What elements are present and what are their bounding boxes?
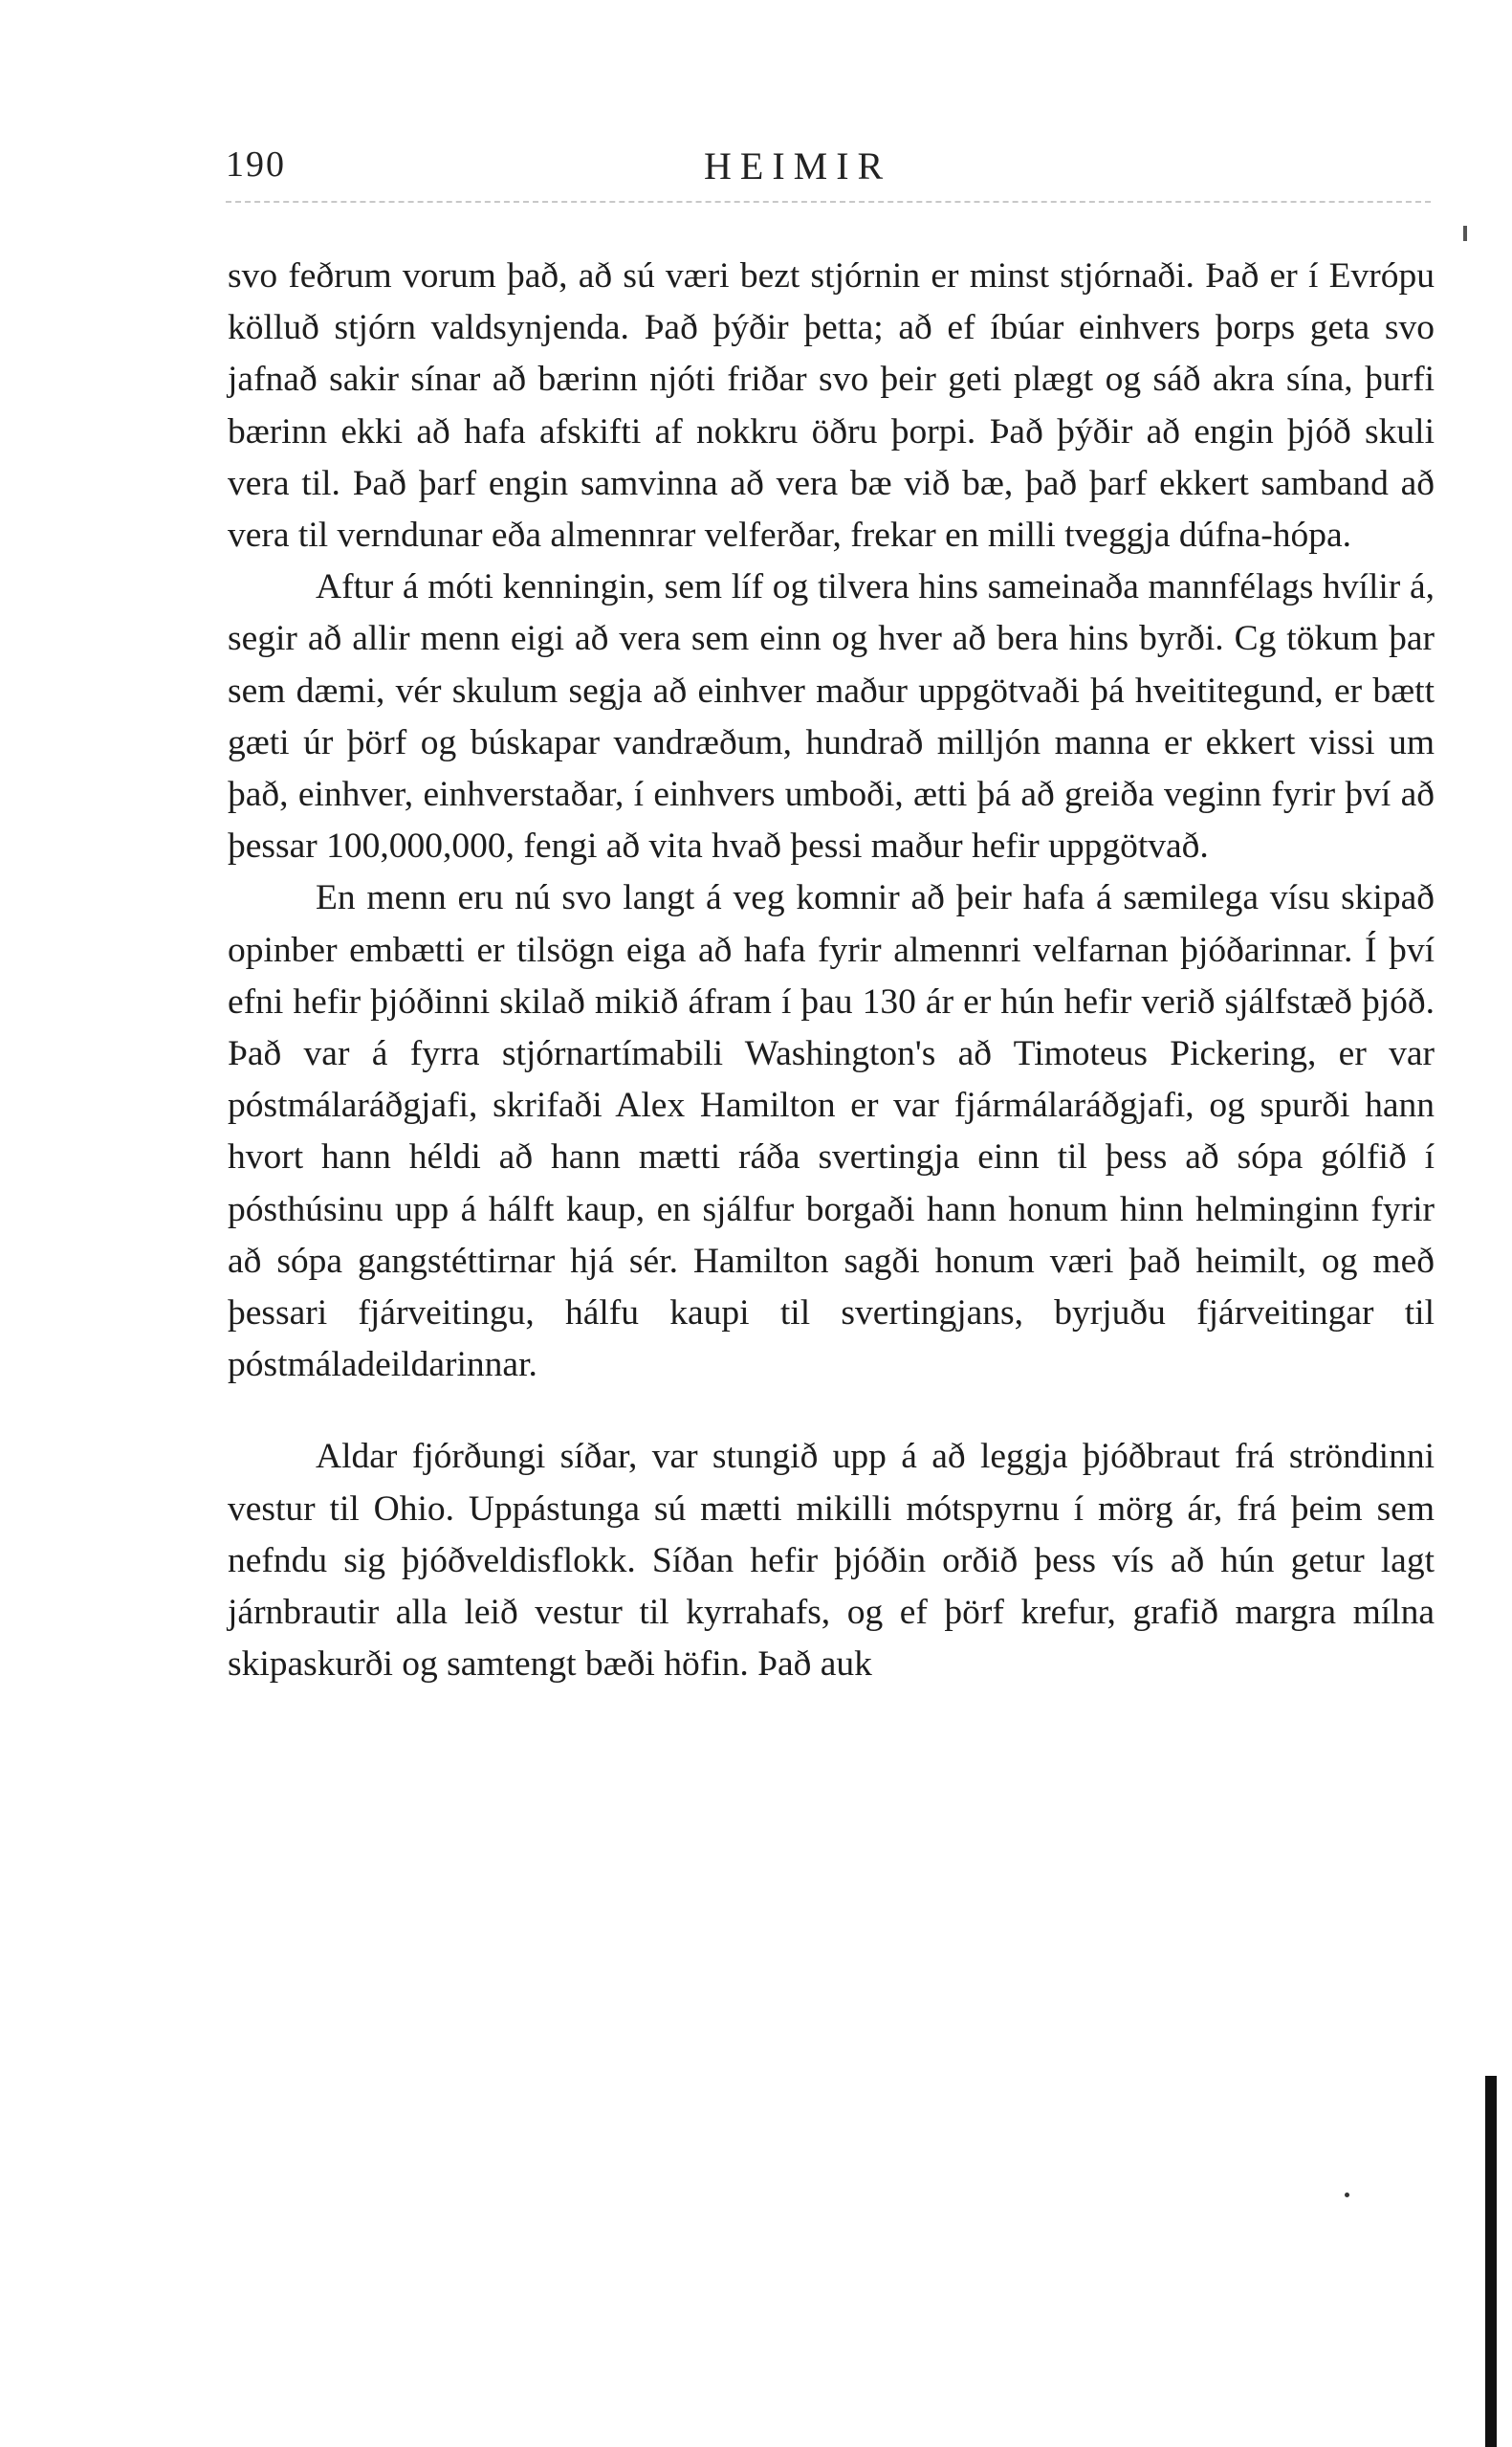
margin-mark: [1463, 226, 1467, 241]
paragraph-3: En menn eru nú svo langt á veg komnir að þeir hafa á sæmilega vísu skipað opinber embætti er tilsögn eiga að hafa fyrir almennri velfarnan þjóðarinnar. Í því efni hefir þjóðinni skilað mikið áfram í þau 130 ár er hún hefir verið sjálfstæð þjóð. Það var á fyrra stjórnartímabili Washington's að Timoteus Pickering, er var póstmálaráðgjafi, skrifaði Alex Hamilton er var fjármálaráðgjafi, og spurði hann hvort hann héldi að hann mætti ráða svertingja einn til þess að sópa gólfið í pósthúsinu upp á hálft kaup, en sjálfur borgaði hann honum hinn helminginn fyrir að sópa gangstéttirnar hjá sér. Hamilton sagði honum væri það heimilt, og með þessari fjárveitingu, hálfu kaupi til svertingjans, byrjuðu fjárveitingar til póstmáladeildarinnar.: [228, 878, 1435, 1385]
paragraph-4: Aldar fjórðungi síðar, var stungið upp á að leggja þjóðbraut frá ströndinni vestur til Ohio. Uppástunga sú mætti mikilli mótspyrnu í mörg ár, frá þeim sem nefndu sig þjóðveldisflokk. Síðan hefir þjóðin orðið þess vís að hún getur lagt járnbrautir alla leið vestur til kyrrahafs, og ef þörf krefur, grafið margra mílna skipaskurði og samtengt bæði höfin. Það auk: [228, 1437, 1435, 1685]
journal-title: HEIMIR: [704, 144, 892, 187]
running-head: [226, 143, 1431, 201]
paragraph-2: Aftur á móti kenningin, sem líf og tilvera hins sameinaða mannfélags hvílir á, segir að allir menn eigi að vera sem einn og hver að bera hins byrði. Cg tökum þar sem dæmi, vér skulum segja að einhver maður uppgötvaði þá hveititegund, er bætt gæti úr þörf og búskapar vandræðum, hundrað milljón manna er ekkert vissi um það, einhver, einhverstaðar, í einhvers umboði, ætti þá að greiða veginn fyrir því að þessar 100,000,000, fengi að vita hvað þessi maður hefir uppgötvað.: [228, 567, 1435, 867]
page-number: 190: [226, 144, 286, 185]
header-rule: [226, 201, 1431, 203]
margin-dot: [1345, 2193, 1349, 2197]
binding-edge: [1485, 2076, 1497, 2447]
paragraph-1: svo feðrum vorum það, að sú væri bezt stjórnin er minst stjórnaði. Það er í Evrópu kölluð stjórn valdsynjenda. Það þýðir þetta; að ef íbúar einhvers þorps geta svo jafnað sakir sínar að bærinn njóti friðar svo þeir geti plægt og sáð akra sína, þurfi bærinn ekki að hafa afskifti af nokkru öðru þorpi. Það þýðir að engin þjóð skuli vera til. Það þarf engin samvinna að vera bæ við bæ, það þarf ekkert samband að vera til verndunar eða almennrar velferðar, frekar en milli tveggja dúfna-hópa.: [228, 256, 1435, 556]
body-text: [228, 251, 1435, 1690]
